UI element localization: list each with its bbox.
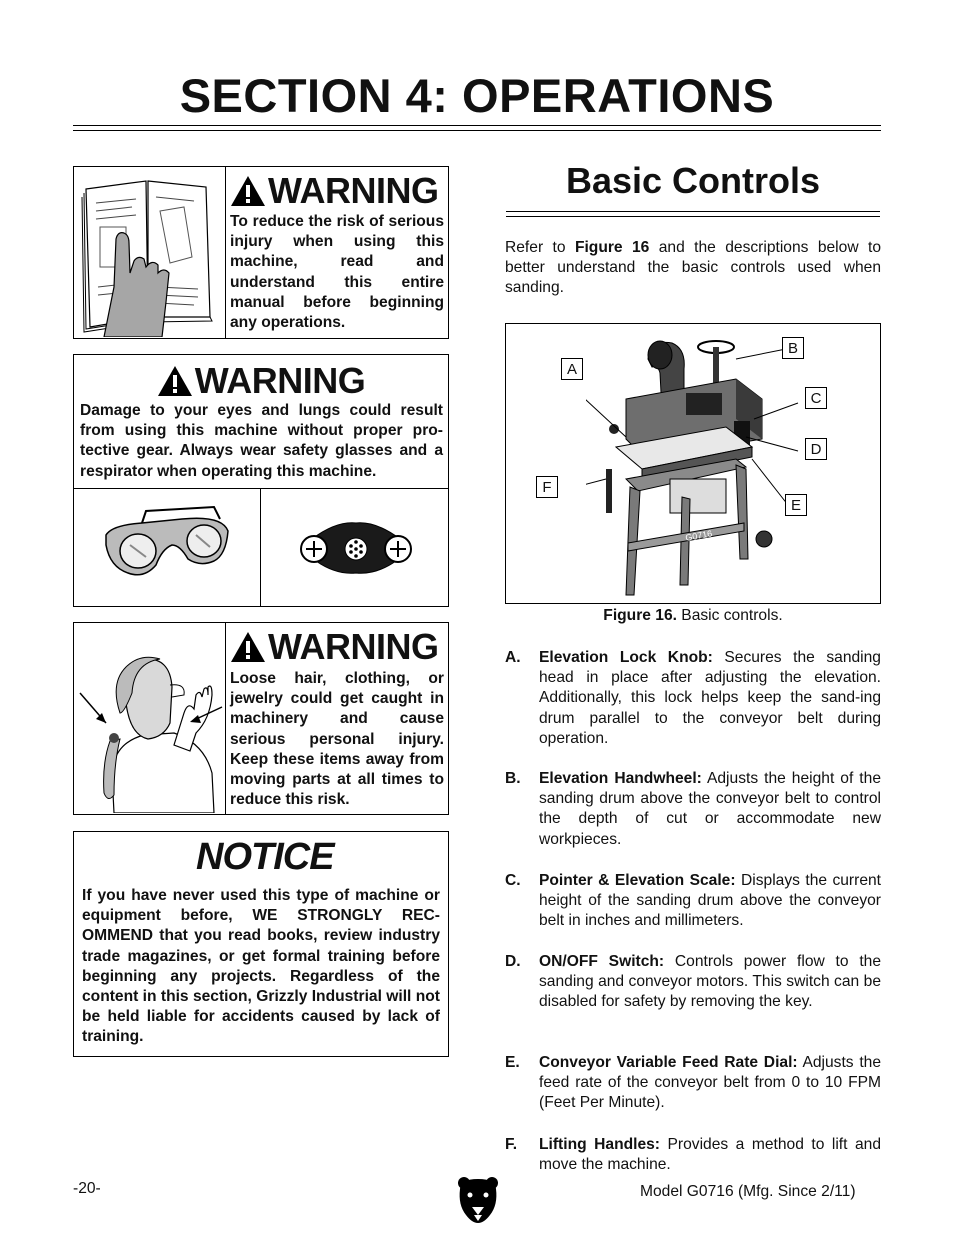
callout-c: C	[805, 387, 827, 409]
callout-a: A	[561, 358, 583, 380]
warning-triangle-icon	[157, 365, 193, 397]
control-item-b: B. Elevation Handwheel: Adjusts the height of the sanding drum above the conveyor belt to control the depth of cut or accommodate new workpieces.	[505, 770, 881, 848]
warning-heading: WARNING	[230, 173, 444, 209]
callout-f: F	[536, 476, 558, 498]
respirator-icon	[296, 517, 416, 577]
warning-triangle-icon	[230, 631, 266, 663]
notice-text: If you have never used this type of machine or equipment before, WE STRONGLY REC-OMMEND that you read books, review industry trade magazines, or get formal training before beginning any projects. Regardless of the content in this section, Grizzly Industrial will not be held liable for accidents caused by lack of training.	[82, 887, 440, 1046]
callout-d: D	[805, 438, 827, 460]
section-title: SECTION 4: OPERATIONS	[179, 69, 775, 122]
callout-b: B	[782, 337, 804, 359]
model-footer: Model G0716 (Mfg. Since 2/11)	[640, 1183, 856, 1200]
warning-text: To reduce the risk of serious injury when using this machine, read and understand this entire manual before beginning any operations.	[230, 213, 444, 332]
warning-text: Loose hair, clothing, or jewelry could get caught in machinery and cause serious personal injury. Keep these items away from moving parts at all times to reduce this risk.	[230, 670, 444, 809]
warning-box-eyes-lungs	[73, 354, 449, 607]
warning-text: Damage to your eyes and lungs could result from using this machine without proper pro-tective gear. Always wear safety glasses and a respirator when operating this machine.	[80, 402, 443, 480]
title-rule	[73, 125, 881, 131]
machine-model-label: G0716	[684, 528, 713, 543]
notice-heading: NOTICE	[196, 836, 334, 878]
figure-reference: Figure 16	[574, 239, 650, 256]
warning-heading: WARNING	[230, 629, 444, 665]
loose-hair-illustration	[74, 623, 226, 814]
figure-16	[505, 323, 881, 604]
control-item-c: C. Pointer & Elevation Scale: Displays the current height of the sanding drum above the conveyor belt in inches and millimeters.	[505, 872, 882, 930]
safety-glasses-icon	[102, 505, 232, 585]
drum-sander-illustration	[586, 329, 806, 599]
grizzly-bear-logo-icon	[456, 1175, 500, 1225]
intro-paragraph: Refer to Figure 16 and the descriptions below to better understand the basic controls used when sanding.	[505, 239, 881, 297]
control-item-e: E. Conveyor Variable Feed Rate Dial: Adjusts the feed rate of the conveyor belt from 0 to 10 FPM (Feet Per Minute).	[505, 1054, 881, 1112]
heading-rule	[506, 211, 880, 217]
control-item-d: D. ON/OFF Switch: Controls power flow to the sanding and conveyor motors. This switch can be disabled for safety by removing the key.	[505, 953, 881, 1011]
warning-box-read-manual	[73, 166, 449, 339]
warning-triangle-icon	[230, 175, 266, 207]
page-number: -20-	[73, 1180, 101, 1197]
control-item-f: F. Lifting Handles: Provides a method to lift and move the machine.	[505, 1136, 881, 1174]
figure-caption: Figure 16. Basic controls.	[603, 607, 783, 624]
notice-box	[73, 831, 449, 1057]
callout-e: E	[785, 494, 807, 516]
basic-controls-heading: Basic Controls	[565, 160, 821, 201]
warning-heading: WARNING	[157, 363, 366, 399]
manual-reading-illustration	[74, 167, 226, 338]
control-item-a: A. Elevation Lock Knob: Secures the sanding head in place after adjusting the elevation. Additionally, this lock helps keep the sand-ing drum parallel to the conveyor belt during operation.	[505, 649, 881, 747]
warning-box-hair-clothing	[73, 622, 449, 815]
